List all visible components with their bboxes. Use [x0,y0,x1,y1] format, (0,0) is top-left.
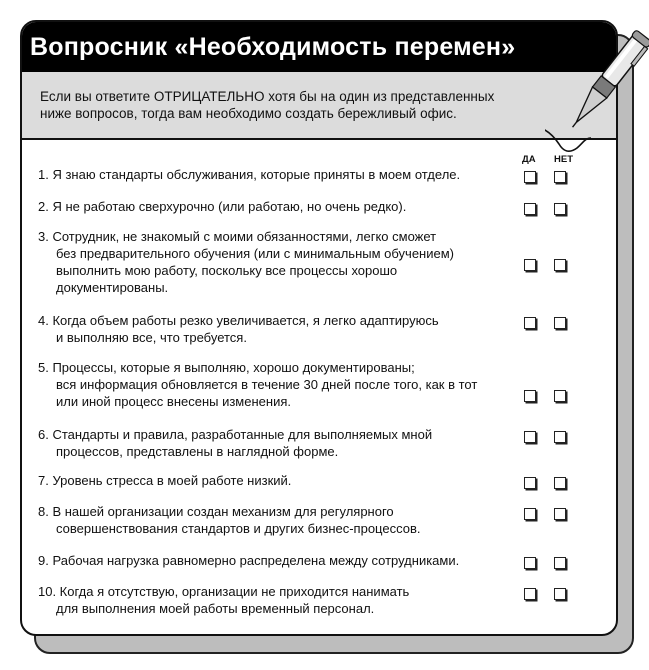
question-text: 6. Стандарты и правила, разработанные для выполняемых мной [38,427,433,442]
checkbox-yes[interactable] [524,477,536,489]
question-text: без предварительного обучения (или с минимальным обучением) [56,246,454,261]
question-item [38,472,518,489]
question-item [38,228,518,296]
intro-line: ниже вопросов, тогда вам необходимо создать бережливый офис. [40,106,457,121]
pen-icon [545,14,649,164]
question-text: 9. Рабочая нагрузка равномерно распределена между сотрудниками. [38,553,460,568]
question-item [38,583,518,617]
question-text: процессов, представлены в наглядной форме. [56,444,339,459]
question-text: и выполняю все, что требуется. [56,330,247,345]
question-item [38,198,518,215]
checkbox-no[interactable] [554,588,566,600]
question-text: 7. Уровень стресса в моей работе низкий. [38,473,292,488]
question-item [38,166,518,183]
question-item [38,426,518,460]
question-text: или иной процесс внесены изменения. [56,394,291,409]
checkbox-yes[interactable] [524,588,536,600]
question-item [38,359,518,410]
question-text: 8. В нашей организации создан механизм для регулярного [38,504,394,519]
question-text: 4. Когда объем работы резко увеличивается, я легко адаптируюсь [38,313,439,328]
checkbox-yes[interactable] [524,171,536,183]
question-text: выполнить мою работу, поскольку все процессы хорошо [56,263,398,278]
checkbox-no[interactable] [554,477,566,489]
no-column-header: НЕТ [554,154,573,165]
checkbox-yes[interactable] [524,390,536,402]
question-text: 1. Я знаю стандарты обслуживания, которые приняты в моем отделе. [38,167,461,182]
intro-line: Если вы ответите ОТРИЦАТЕЛЬНО хотя бы на один из представленных [40,89,495,104]
question-text: вся информация обновляется в течение 30 дней после того, как в тот [56,377,478,392]
checkbox-no[interactable] [554,171,566,183]
question-text: 2. Я не работаю сверхурочно (или работаю, но очень редко). [38,199,407,214]
intro-panel [22,72,616,140]
question-text: 3. Сотрудник, не знакомый с моими обязанностями, легко сможет [38,229,437,244]
yes-column-header: ДА [522,154,536,165]
question-text: совершенствования стандартов и других бизнес-процессов. [56,521,421,536]
checkbox-yes[interactable] [524,557,536,569]
question-text: 10. Когда я отсутствую, организации не приходится нанимать [38,584,410,599]
checkbox-no[interactable] [554,317,566,329]
checkbox-no[interactable] [554,203,566,215]
checkbox-yes[interactable] [524,431,536,443]
checkbox-yes[interactable] [524,203,536,215]
question-item [38,503,518,537]
questionnaire-title: Вопросник «Необходимость перемен» [30,32,516,61]
checkbox-no[interactable] [554,390,566,402]
checkbox-no[interactable] [554,557,566,569]
question-text: для выполнения моей работы временный персонал. [56,601,375,616]
question-text: документированы. [56,280,169,295]
checkbox-no[interactable] [554,431,566,443]
question-item [38,312,518,346]
question-item [38,552,518,569]
question-text: 5. Процессы, которые я выполняю, хорошо документированы; [38,360,415,375]
questionnaire-card [20,20,618,636]
title-bar [22,22,616,72]
checkbox-no[interactable] [554,508,566,520]
checkbox-no[interactable] [554,259,566,271]
checkbox-yes[interactable] [524,317,536,329]
checkbox-yes[interactable] [524,508,536,520]
checkbox-yes[interactable] [524,259,536,271]
